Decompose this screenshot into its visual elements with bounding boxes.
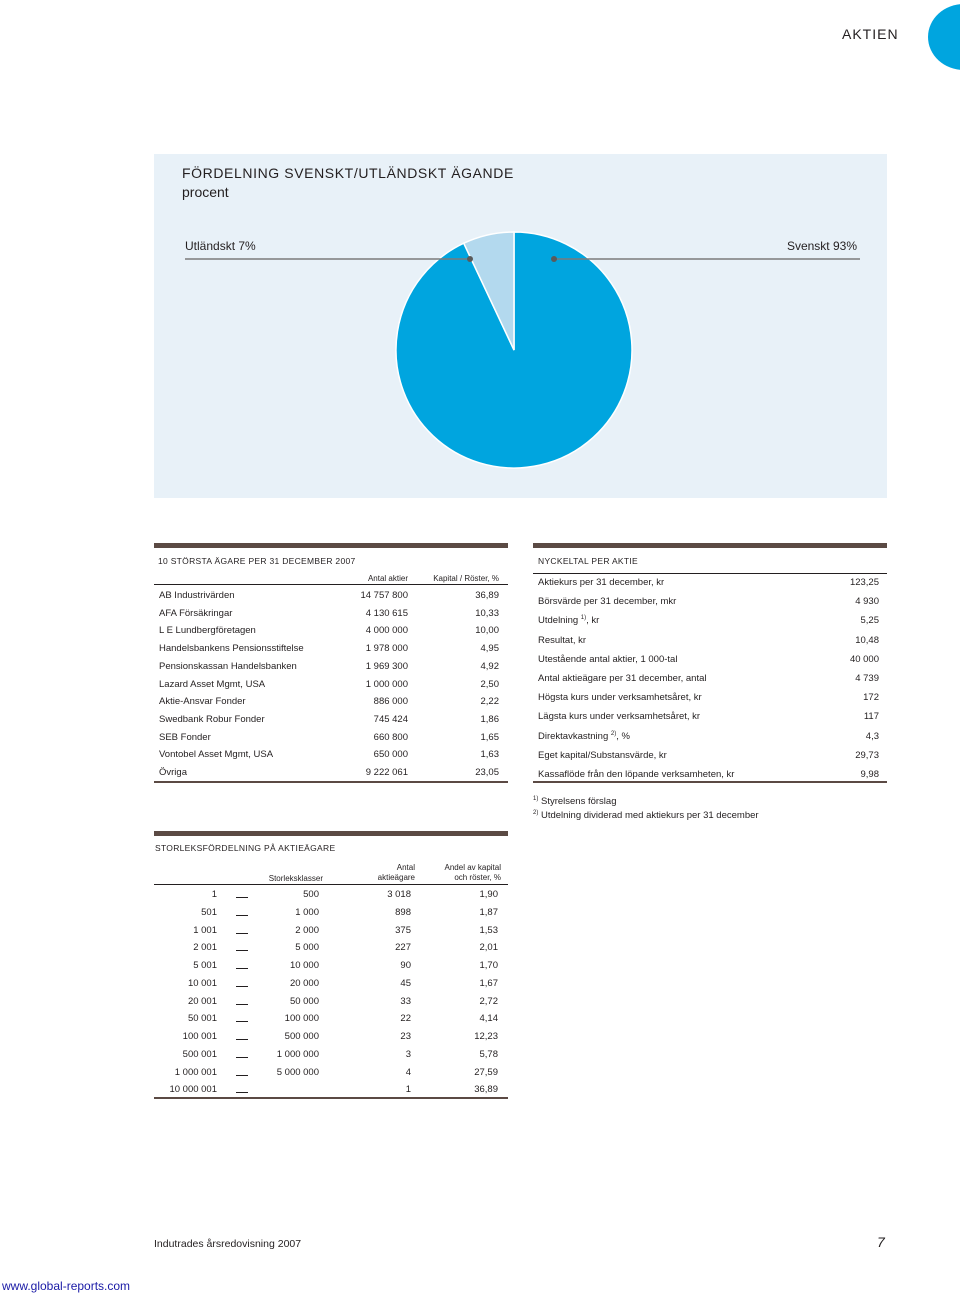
table-row [154,693,508,711]
owner-name: Pensionskassan Handelsbanken [159,660,297,672]
col-header-count-line2: aktieägare [377,873,415,882]
shareholder-count: 898 [395,906,411,918]
size-class-to: 1 000 [295,906,319,918]
table-row [533,651,887,670]
key-figure-value: 9,98 [860,769,879,780]
table-row [154,764,508,782]
key-figure-value: 5,25 [860,615,879,627]
header-rule [154,584,508,585]
owner-name: AFA Försäkringar [159,607,233,619]
key-figure-label [538,769,734,780]
table-row [154,939,508,957]
shareholder-count: 45 [400,977,411,989]
table-row [154,622,508,640]
key-figure-label [538,577,664,588]
key-figure-label-text: Börsvärde per 31 december, mkr [538,596,677,608]
key-figure-label [538,711,700,722]
owner-name: Övriga [159,767,187,778]
table-row [533,728,887,747]
size-class-to: 5 000 000 [276,1066,319,1078]
capital-share-pct: 36,89 [474,1084,498,1096]
owner-shares: 886 000 [373,696,408,708]
footnote-text: Utdelning dividerad med aktiekurs per 31 december [538,810,759,822]
key-figure-label [538,731,630,742]
table-row [154,1010,508,1028]
table-row [154,1046,508,1064]
size-class-from: 50 001 [187,1013,217,1025]
owner-capital-pct: 4,95 [480,643,499,655]
owner-shares: 1 978 000 [365,643,408,655]
section-title: AKTIEN [842,26,899,42]
key-figure-footnote-mark: 1) [580,615,587,622]
shareholder-count: 3 [405,1048,411,1060]
table-bottom-rule [154,781,508,783]
key-figure-label-text: Resultat, kr [538,634,587,646]
key-figure-footnote-mark: 2) [610,730,617,737]
size-class-from: 10 000 001 [169,1084,217,1096]
owner-name: AB Industrivärden [159,590,235,601]
table-row [533,747,887,766]
owner-shares: 650 000 [373,749,408,761]
col-header-share-line1: Andel av kapital [444,863,501,872]
key-figure-label [538,654,677,665]
capital-share-pct: 1,53 [479,924,498,936]
size-class-to: 1 000 000 [276,1048,319,1060]
section-tab-marker [928,4,960,70]
key-figure-value: 123,25 [849,577,879,588]
col-header-share-line2: och röster, % [454,873,501,882]
table-row [154,676,508,694]
shareholder-count: 90 [400,960,411,971]
page-number: 7 [877,1234,885,1250]
table-row [154,658,508,676]
key-figure-label-unit: , % [616,730,630,742]
footnote-mark: 1) [533,796,539,802]
table-top-bar [154,831,508,836]
key-figure-label-text: Aktiekurs per 31 december, kr [538,577,665,588]
pie-subtitle: procent [182,184,229,200]
col-header-capital: Kapital / Röster, % [433,574,499,583]
owner-capital-pct: 2,22 [480,696,499,708]
report-name: Indutrades årsredovisning 2007 [154,1238,302,1250]
table-row [154,975,508,993]
size-class-to: 500 [303,889,319,900]
owner-capital-pct: 36,89 [475,590,499,601]
table-row [533,632,887,651]
table-bottom-rule [533,781,887,783]
shareholder-count: 375 [395,924,411,936]
key-figure-label-text: Antal aktieägare per 31 december, antal [538,673,707,684]
owner-shares: 660 800 [373,731,408,743]
pie-label-swedish: Svenskt 93% [786,239,857,253]
size-class-from: 2 001 [193,942,217,954]
owner-shares: 745 424 [373,713,408,725]
pie-label-foreign: Utländskt 7% [185,239,256,253]
size-class-from: 500 001 [182,1048,217,1060]
capital-share-pct: 1,70 [479,960,498,971]
owner-capital-pct: 4,92 [480,660,499,672]
capital-share-pct: 12,23 [474,1031,498,1042]
shareholder-count: 4 [405,1066,411,1078]
owner-name: Handelsbankens Pensionsstiftelse [159,643,304,655]
owner-shares: 4 130 615 [365,607,408,619]
owner-shares: 9 222 061 [365,767,408,778]
key-figure-label [538,635,586,646]
leader-dot [551,256,557,262]
size-class-from: 5 001 [193,960,217,971]
key-figures-table [533,543,887,783]
ownership-pie-card [154,154,887,498]
table-row [533,574,887,593]
table-row [154,1028,508,1046]
capital-share-pct: 1,87 [479,906,498,918]
col-header-shares: Antal aktier [367,574,408,583]
owner-capital-pct: 2,50 [480,678,499,690]
size-class-to: 5 000 [295,942,319,954]
col-header-count-line1: Antal [396,863,415,872]
table-row [154,746,508,764]
owner-name: SEB Fonder [159,731,211,743]
key-figure-label [538,750,667,761]
table-row [154,587,508,605]
shareholder-count: 3 018 [387,889,411,900]
footnote-2 [533,810,759,821]
key-figure-label-text: Utestående antal aktier, 1 000-tal [538,653,678,665]
key-figure-label-text: Eget kapital/Substansvärde, kr [538,749,667,761]
owner-shares: 1 000 000 [365,678,408,690]
owner-shares: 1 969 300 [365,660,408,672]
table-row [533,612,887,631]
key-figure-value: 29,73 [855,749,879,761]
table-row [154,711,508,729]
key-figure-value: 4,3 [865,730,879,742]
size-class-from: 1 [211,889,217,900]
size-distribution-table [154,831,508,1099]
shareholder-count: 1 [405,1084,411,1096]
table-row [533,670,887,689]
key-figure-value: 4 739 [855,673,879,684]
key-figure-label [538,596,676,607]
size-class-to: 50 000 [289,995,319,1007]
key-figure-label-text: Direktavkastning [538,730,611,742]
owners-table-title: 10 STÖRSTA ÄGARE PER 31 DECEMBER 2007 [158,556,356,566]
owner-name: L E Lundbergföretagen [159,625,256,637]
capital-share-pct: 5,78 [479,1048,498,1060]
table-row [154,904,508,922]
key-figure-label-text: Utdelning [538,615,581,627]
table-top-bar [154,543,508,548]
key-figure-value: 10,48 [855,634,879,646]
owner-shares: 4 000 000 [365,625,408,637]
key-figure-value: 172 [863,692,879,704]
shareholder-count: 227 [395,942,411,954]
shareholder-count: 23 [400,1031,411,1042]
ownership-pie-chart [154,154,887,498]
capital-share-pct: 27,59 [474,1066,498,1078]
owner-name: Swedbank Robur Fonder [159,713,265,725]
key-figure-label-text: Kassaflöde från den löpande verksamheten, kr [538,769,735,780]
owner-name: Vontobel Asset Mgmt, USA [159,749,274,761]
size-class-to: 20 000 [289,977,319,989]
largest-owners-table [154,543,508,783]
pie-title: FÖRDELNING SVENSKT/UTLÄNDSKT ÄGANDE [182,165,514,181]
size-class-from: 10 001 [187,977,217,989]
key-figure-label [538,692,702,703]
size-table-title: STORLEKSFÖRDELNING PÅ AKTIEÄGARE [155,843,336,853]
size-class-to: 10 000 [289,960,319,971]
owner-name: Aktie-Ansvar Fonder [159,696,246,708]
size-class-to: 2 000 [295,924,319,936]
key-figure-label [538,673,706,684]
owner-shares: 14 757 800 [360,590,408,601]
key-figure-value: 40 000 [849,653,879,665]
owner-name: Lazard Asset Mgmt, USA [159,678,266,690]
key-figure-label-text: Lägsta kurs under verksamhetsåret, kr [538,711,701,723]
size-class-from: 100 001 [182,1031,217,1042]
source-link[interactable]: www.global-reports.com [2,1279,131,1293]
size-class-from: 1 000 001 [174,1066,217,1078]
table-row [154,922,508,940]
table-row [154,1064,508,1082]
table-top-bar [533,543,887,548]
key-figure-label-text: Högsta kurs under verksamhetsåret, kr [538,692,702,704]
size-class-from: 501 [201,906,217,918]
table-row [154,729,508,747]
table-bottom-rule [154,1097,508,1099]
table-row [533,593,887,612]
table-row [154,886,508,904]
owner-capital-pct: 1,63 [480,749,499,761]
owner-capital-pct: 10,00 [475,625,499,637]
table-row [154,605,508,623]
owner-capital-pct: 1,65 [480,731,499,743]
key-figure-label-unit: , kr [586,615,600,627]
footnote-1 [533,796,617,807]
capital-share-pct: 2,01 [479,942,498,954]
capital-share-pct: 1,67 [479,977,498,989]
leader-dot [467,256,473,262]
table-row [533,689,887,708]
table-row [154,993,508,1011]
key-figure-value: 117 [863,711,879,723]
col-header-class: Storleksklasser [268,874,323,883]
owner-capital-pct: 10,33 [475,607,499,619]
size-class-from: 20 001 [187,995,217,1007]
capital-share-pct: 4,14 [479,1013,498,1025]
key-figure-label [538,615,599,626]
header-rule [154,884,508,885]
owner-capital-pct: 1,86 [480,713,499,725]
size-class-from: 1 001 [193,924,217,936]
capital-share-pct: 1,90 [479,889,498,900]
footnote-mark: 2) [533,810,539,816]
shareholder-count: 22 [400,1013,411,1025]
key-figures-title: NYCKELTAL PER AKTIE [538,556,639,566]
size-class-to: 500 000 [284,1031,319,1042]
table-row [533,708,887,727]
capital-share-pct: 2,72 [479,995,498,1007]
key-figure-value: 4 930 [855,596,879,608]
footnote-text: Styrelsens förslag [538,796,617,808]
table-row [154,957,508,975]
size-class-to: 100 000 [284,1013,319,1025]
table-row [154,640,508,658]
col-header-count [378,863,415,883]
col-header-share [445,863,501,883]
shareholder-count: 33 [400,995,411,1007]
owner-capital-pct: 23,05 [475,767,499,778]
